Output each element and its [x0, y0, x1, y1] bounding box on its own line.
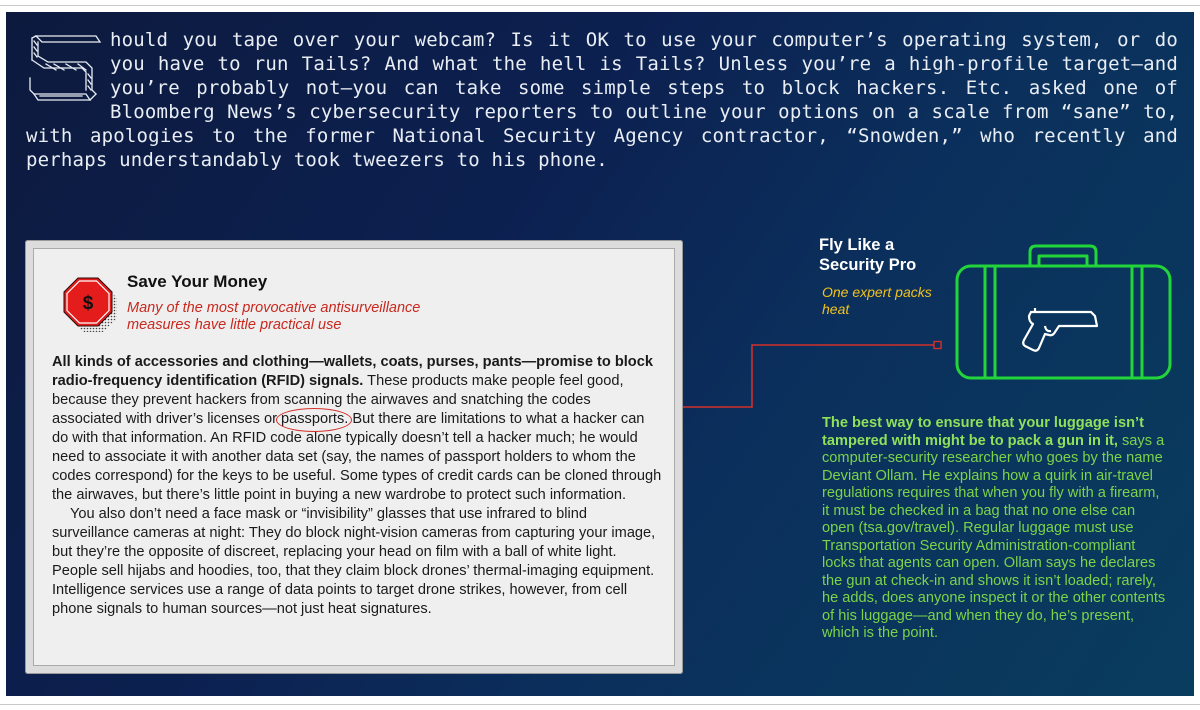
save-panel-paragraph-1	[52, 353, 664, 505]
intro-text: hould you tape over your webcam? Is it OK to use your computer’s operating system, or do you have to run Tails? And what the hell is Tails? Unless you’re a high-profile target—and you’re probably not—you can take some simple steps to block hackers. Etc. asked one of Bloomberg News’s cybersecurity reporters to outline your options on a scale from “sane” to, with apologies to the former National Security Agency contractor, “Snowden,” who recently and perhaps understandably took tweezers to his phone.	[26, 29, 1178, 171]
save-panel-inner	[34, 249, 674, 665]
save-panel-lead: All kinds of accessories and clothing—wallets, coats, purses, pants—promise to block radio-frequency identification (RFID) signals.	[52, 354, 653, 389]
save-panel-p1-pre: These products make people feel good, because they prevent hackers from scanning the airwaves and snatching the codes associated with driver’s licenses or	[52, 373, 624, 427]
save-panel-p1-post: But there are limitations to what a hacker can do with that information. An RFID code alone typically doesn’t tell a hacker much; he would need to associate it with another data set (say, the names of passport holders to whom the codes correspond) for the keys to be useful. Some types of credit cards can be cloned through the airwaves, but there’s little point in buying a new wardrobe to protect such information.	[52, 411, 662, 503]
save-panel-subtitle: Many of the most provocative antisurveillance measures have little practical use	[127, 300, 421, 333]
fly-panel-body	[822, 415, 1167, 643]
fly-panel-title: Fly Like a Security Pro	[819, 236, 917, 274]
top-rule	[0, 5, 1200, 6]
stop-sign-icon	[59, 276, 119, 336]
intro-paragraph	[26, 28, 1178, 172]
fly-panel-body-text: says a computer-security researcher who goes by the name Deviant Ollam. He explains how a quirk in air-travel regulations requires that when you fly with a firearm, it must be checked in a bag that no one else can open (tsa.gov/travel). Regular luggage must use Transportation Security Administration-compliant locks that agents can open. Ollam says he declares the gun at check-in and shows it isn’t loaded; rarely, he adds, does anyone inspect it or the other contents of his luggage—and when they do, he’s present, which is the point.	[822, 432, 1166, 641]
passports-highlight: passports.	[281, 411, 349, 427]
bottom-rule	[0, 704, 1200, 705]
dropcap-s-icon	[26, 30, 104, 108]
save-panel-paragraph-2: You also don’t need a face mask or “invisibility” glasses that use infrared to blind surveillance cameras at night: They do block night-vision cameras from capturing your image, but they’re the opposite of discreet, replacing your head on film with a ball of white light. People sell hijabs and hoodies, too, that they claim block drones’ thermal-imaging equipment. Intelligence services use a range of data points to target drone strikes, however, from cell phone signals to human sources—not just heat signatures.	[52, 506, 656, 617]
save-panel-body	[52, 353, 664, 619]
stop-sign-symbol: $	[82, 293, 94, 314]
save-panel-title: Save Your Money	[127, 272, 268, 291]
save-your-money-panel	[25, 240, 683, 674]
infographic-canvas	[6, 12, 1194, 696]
suitcase-gun-icon	[951, 236, 1176, 384]
fly-panel-lead: The best way to ensure that your luggage isn’t tampered with might be to pack a gun in it,	[822, 415, 1144, 449]
fly-panel-subtitle: One expert packs heat	[822, 284, 932, 317]
